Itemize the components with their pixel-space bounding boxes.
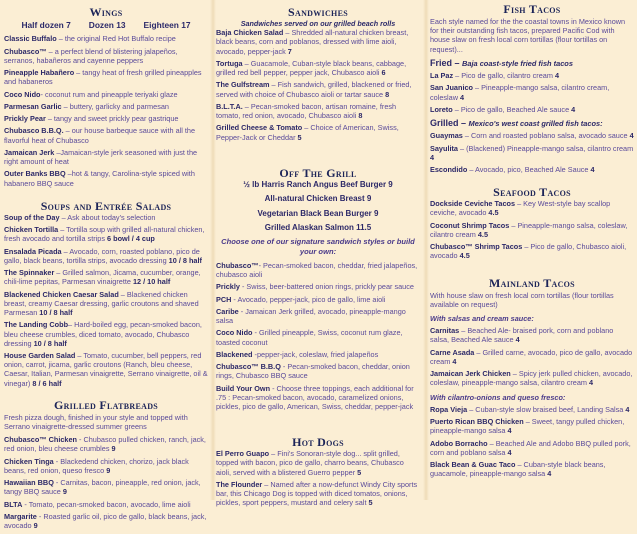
menu-item xyxy=(430,199,634,217)
item-description: - Swiss, beer-battered onion rings, prickly pear sauce xyxy=(239,282,414,292)
item-name: Blackened Chicken Caesar Salad xyxy=(4,289,119,299)
taco-group-heading: Fried – Baja coast-style fried fish tacos xyxy=(430,57,573,68)
item-description: - Chubasco pulled chicken, ranch, jack, red onion, bleu cheese crumbles xyxy=(4,435,206,454)
item-description: - Pecan-smoked bacon, cheddar, onion rings, Chubasco BBQ sauce xyxy=(216,362,410,381)
section-title: Fish Tacos xyxy=(503,2,561,16)
item-name: Parmesan Garlic xyxy=(4,101,62,111)
menu-item xyxy=(4,102,208,111)
menu-item xyxy=(4,225,208,243)
item-name: Dockside Ceviche Tacos xyxy=(430,199,516,209)
menu-item xyxy=(4,351,208,388)
item-description: – Grilled carne, avocado, pico de gallo, avocado cream xyxy=(430,347,633,366)
menu-item xyxy=(430,326,634,344)
section-title: Seafood Tacos xyxy=(493,185,571,200)
menu-fold xyxy=(423,0,429,500)
item-name: Chubasco B.B.Q. xyxy=(4,126,64,136)
item-name: Outer Banks BBQ xyxy=(4,169,66,179)
menu-item xyxy=(430,369,634,387)
menu-item xyxy=(216,59,420,77)
menu-item xyxy=(4,500,208,509)
item-name: Black Bean & Guac Taco xyxy=(430,460,516,470)
menu-item xyxy=(216,480,420,508)
item-description: – Tortilla soup with grilled all-natural chicken, fresh avocado and tortilla strips xyxy=(4,225,205,244)
item-price: 5 xyxy=(368,498,373,508)
item-name: Sayulita xyxy=(430,143,458,153)
item-name: Chubasco™ Chicken xyxy=(4,435,77,445)
item-description: –Jamaican-style jerk seasoned with just the right amount of heat xyxy=(4,147,198,167)
item-name: Loreto xyxy=(430,104,453,114)
item-description: – Avocado, pico, Beached Ale Sauce xyxy=(467,165,591,175)
item-description: - Roasted garlic oil, pico de gallo, black beans, jack, avocado xyxy=(4,512,207,531)
item-description: - Jamaican Jerk grilled, avocado, pineapple-mango salsa xyxy=(216,306,406,326)
item-name: Puerto Rican BBQ Chicken xyxy=(430,417,524,427)
group-name: Grilled xyxy=(430,118,459,129)
item-name: Hawaiian BBQ xyxy=(4,478,54,488)
item-name: The Spinnaker xyxy=(4,268,55,278)
item-name: Margarite xyxy=(4,512,37,522)
item-name: Soup of the Day xyxy=(4,212,60,222)
item-description: - Pecan-smoked bacon, cheddar, fried jalapeños, chubasco aioli xyxy=(216,260,418,279)
item-price: 9 xyxy=(33,521,38,531)
item-name: Jamaican Jerk xyxy=(4,147,55,157)
price-option: Eighteen 17 xyxy=(143,20,191,30)
item-name: Blackened xyxy=(216,349,253,359)
menu-item xyxy=(4,435,208,453)
taco-group-heading: Grilled – Mexico's west coast grilled fish tacos: xyxy=(430,118,603,129)
item-description: – Spicy jerk pulled chicken, avocado, coleslaw, pineapple-mango salsa, cilantro cream xyxy=(430,369,633,388)
item-description: – Cuban-style slow braised beef, Landing Salsa xyxy=(467,404,626,414)
item-description: – Pico de gallo, Beached Ale sauce xyxy=(452,104,572,114)
item-price: 4 xyxy=(554,71,559,81)
item-name: Chubasco™ xyxy=(216,260,259,270)
menu-item xyxy=(4,290,208,318)
menu-item xyxy=(216,350,420,359)
item-price: 10 / 8 half xyxy=(39,308,73,317)
section-intro: Fresh pizza dough, finished in your style and topped with Serrano vinaigrette-dressed summer greens xyxy=(4,412,188,432)
item-price: 4.5 xyxy=(459,251,470,261)
item-description: – Pecan-smoked bacon, artisan romaine, fresh tomato, red onion, avocado, Chubasco aioli xyxy=(216,101,397,121)
item-price: 12 / 10 half xyxy=(132,277,171,287)
section-fish-tacos xyxy=(430,3,634,174)
item-description: – buttery, garlicky and parmesan xyxy=(61,101,169,111)
item-name: Prickly xyxy=(216,282,240,292)
item-price: 4 xyxy=(547,469,552,479)
section-title: Hot Dogs xyxy=(292,435,344,450)
menu-item xyxy=(4,34,208,43)
item-description: – a perfect blend of blistering jalapeños, serranos, habañeros and cayenne peppers xyxy=(4,46,178,65)
section-off-the-grill xyxy=(216,167,420,411)
item-description: – Pico de gallo, cilantro cream xyxy=(453,71,555,81)
item-description: - coconut rum and pineapple teriyaki glaze xyxy=(40,89,178,99)
item-name: PCH xyxy=(216,294,232,304)
menu-item xyxy=(216,384,420,412)
item-name: Prickly Pear xyxy=(4,114,46,124)
grill-option: ½ lb Harris Ranch Angus Beef Burger 9 xyxy=(243,179,393,189)
item-price: 4 xyxy=(430,152,435,162)
item-name: Ropa Vieja xyxy=(430,404,468,414)
section-mainland-tacos xyxy=(430,277,634,479)
item-description: - Avocado, pepper-jack, pico de gallo, lime aioli xyxy=(231,294,386,304)
menu-item xyxy=(216,102,420,120)
section-soups-and-entr-e-salads xyxy=(4,200,208,388)
section-subtitle: Sandwiches served on our grilled beach rolls xyxy=(240,19,396,28)
item-name: El Perro Guapo xyxy=(216,449,270,459)
item-price: 4 xyxy=(507,426,512,436)
menu-item xyxy=(430,348,634,366)
section-hot-dogs xyxy=(216,436,420,507)
grill-option: Vegetarian Black Bean Burger 9 xyxy=(257,208,379,218)
item-description: – Pineapple-mango salsa, cilantro cream, coleslaw xyxy=(430,83,610,102)
grill-option: Grilled Alaskan Salmon 11.5 xyxy=(264,222,372,232)
item-name: Baja Chicken Salad xyxy=(216,28,284,38)
item-description: – Cuban-style black beans, guacamole, pineapple-mango salsa xyxy=(430,460,606,479)
item-description: – Pico de gallo, Chubasco aioli, avocado xyxy=(430,242,627,261)
menu-column xyxy=(430,0,634,482)
item-description: – Fish sandwich, grilled, blackened or fried, served with choice of Chubasco aioli or tartar sauce xyxy=(216,80,412,99)
item-description: – Blackened chicken breast, creamy Caesar dressing, garlic croutons and shaved Parmesan xyxy=(4,289,199,317)
menu-item xyxy=(430,417,634,435)
menu-item xyxy=(430,460,634,478)
item-price: 8 xyxy=(385,89,390,99)
item-name: Chubasco™ B.B.Q xyxy=(216,362,281,372)
item-price: 4 xyxy=(629,131,634,141)
item-price: 4 xyxy=(625,404,630,414)
item-price: 4 xyxy=(515,335,520,345)
item-price: 5 xyxy=(297,132,302,142)
menu-item xyxy=(4,148,208,166)
menu-item xyxy=(430,405,634,414)
menu-item xyxy=(430,221,634,239)
item-description: – Ask about today's selection xyxy=(59,212,156,222)
section-grilled-flatbreads xyxy=(4,399,208,531)
item-name: Ensalada Picada xyxy=(4,246,62,256)
item-description: – Shredded all-natural chicken breast, black beans, corn and poblanos, dressed with lime aioli, avocado, pepper-jack xyxy=(216,28,409,56)
section-title: Off The Grill xyxy=(279,165,357,180)
item-name: Chubasco™ Shrimp Tacos xyxy=(430,242,523,252)
section-title: Grilled Flatbreads xyxy=(53,397,159,412)
menu-item xyxy=(216,261,420,279)
item-price: 4.5 xyxy=(477,229,489,239)
item-name: Escondido xyxy=(430,165,468,175)
item-description: – Choice of American, Swiss, Pepper-Jack or Cheddar xyxy=(216,123,399,142)
menu-item xyxy=(430,83,634,101)
item-price: 6 bowl / 4 cup xyxy=(107,234,155,244)
item-name: Chicken Tortilla xyxy=(4,225,59,235)
menu-item xyxy=(4,247,208,265)
item-name: San Juanico xyxy=(430,83,473,93)
item-price: 4 xyxy=(589,378,594,388)
item-name: Classic Buffalo xyxy=(4,34,57,44)
price-option: Half dozen 7 xyxy=(21,20,71,30)
item-name: Grilled Cheese & Tomato xyxy=(216,123,303,133)
item-name: The Flounder xyxy=(216,479,263,489)
item-name: Build Your Own xyxy=(216,383,271,393)
item-name: Chubasco™ xyxy=(4,46,47,56)
item-description: – Named after a now-defunct Windy City sports bar, this Chicago Dog is topped with diced tomatos, onions, pickles, sport peppers, mustard and celery salt xyxy=(216,479,418,508)
item-price: 6 xyxy=(381,68,386,78)
item-description: -pepper-jack, coleslaw, fried jalapeños xyxy=(252,349,379,359)
menu-item xyxy=(216,307,420,325)
choose-style-note: Choose one of our signature sandwich styles or build your own: xyxy=(221,237,415,256)
section-title: Wings xyxy=(89,5,123,19)
item-description: – Beached Ale and Adobo BBQ pulled pork, corn and poblano salsa xyxy=(430,438,631,457)
item-price: 10 / 8 half xyxy=(33,338,67,348)
item-name: Coco Nido xyxy=(216,328,253,338)
item-price: 4 xyxy=(571,104,576,114)
section-intro: Each style named for the the coastal towns in Mexico known for their outstanding fish tacos, prepared Pacific Cod with house slaw on fresh local corn tortillas (flour tortillas on request)... xyxy=(430,17,626,54)
price-option: Dozen 13 xyxy=(88,20,126,30)
menu-item xyxy=(4,126,208,144)
item-name: Jamaican Jerk Chicken xyxy=(430,369,511,379)
menu-item xyxy=(430,131,634,140)
item-description: - Carnitas, bacon, pineapple, red onion, jack, tangy BBQ sauce xyxy=(4,478,201,497)
item-description: – Sweet, tangy pulled chicken, pineapple-mango salsa xyxy=(430,417,625,436)
menu-item xyxy=(216,28,420,56)
item-description: – (Blackened) Pineapple-mango salsa, cilantro cream xyxy=(457,143,634,153)
menu-item xyxy=(4,268,208,286)
subgroup-heading: With salsas and cream sauce: xyxy=(430,314,534,324)
item-name: The Landing Cobb xyxy=(4,320,69,330)
item-name: Carne Asada xyxy=(430,347,475,357)
group-note: Mexico's west coast grilled fish tacos: xyxy=(468,119,603,129)
group-name: Fried xyxy=(430,57,453,68)
item-price: 4 xyxy=(452,356,457,366)
item-price: 9 xyxy=(62,487,67,497)
item-description: – Guacamole, Cuban-style black beans, cabbage, grilled red bell pepper, pepper jack, Chubasco aioli xyxy=(216,58,407,78)
group-note: Baja coast-style fried fish tacos xyxy=(462,58,573,68)
section-wings xyxy=(4,6,208,188)
item-price: 7 xyxy=(287,46,292,56)
menu-item xyxy=(430,165,634,174)
menu-item xyxy=(430,144,634,162)
item-price: 9 xyxy=(111,444,116,454)
item-name: BLTA xyxy=(4,499,23,509)
menu-item xyxy=(4,47,208,65)
item-price: 8 xyxy=(358,111,363,121)
item-name: Coco Nido xyxy=(4,89,41,99)
item-name: Caribe xyxy=(216,306,239,316)
item-name: Guaymas xyxy=(430,131,463,141)
item-price: 8 / 6 half xyxy=(32,378,62,388)
menu-item xyxy=(4,213,208,222)
menu-item xyxy=(4,512,208,530)
item-name: The Gulfstream xyxy=(216,80,270,90)
item-description: – Avocado, corn, roasted poblano, pico de gallo, black beans, tortilla strips, avocado dressing xyxy=(4,246,200,265)
menu-item xyxy=(4,68,208,86)
menu-item xyxy=(216,362,420,380)
item-name: Carnitas xyxy=(430,326,460,336)
item-description: – Fini's Sonoran-style dog... split grilled, topped with bacon, pico de gallo, charro beans, Chubasco aioli, served with a blistered Guerro pepper xyxy=(216,449,404,477)
section-title: Sandwiches xyxy=(288,5,348,19)
item-description: – Corn and roasted poblano salsa, avocado sauce xyxy=(462,131,630,141)
item-price: 9 xyxy=(106,465,111,475)
item-price: 5 xyxy=(357,467,362,477)
item-name: Tortuga xyxy=(216,58,243,68)
subgroup-heading: With cilantro-onions and queso fresco: xyxy=(430,392,566,402)
item-description: – Pineapple-mango salsa, coleslaw, cilantro cream xyxy=(430,220,628,239)
section-sandwiches xyxy=(216,6,420,142)
menu-item xyxy=(216,449,420,477)
menu-item xyxy=(4,169,208,187)
menu-item xyxy=(216,282,420,291)
item-description: – Beached Ale- braised pork, corn and poblano salsa, Beached Ale sauce xyxy=(430,326,614,345)
item-description: – Grilled salmon, Jicama, cucumber, orange, chili-lime pepitas, Parmesan vinaigrette xyxy=(4,268,201,287)
menu-item xyxy=(216,295,420,304)
item-name: House Garden Salad xyxy=(4,351,76,360)
wing-prices xyxy=(4,21,208,30)
menu-item xyxy=(4,478,208,496)
item-price: 4 xyxy=(507,447,512,457)
item-name: La Paz xyxy=(430,71,454,81)
item-price: 4.5 xyxy=(488,208,499,218)
menu-column xyxy=(4,0,208,534)
menu-item xyxy=(430,439,634,457)
menu-item xyxy=(216,123,420,141)
item-name: Adobo Borracho xyxy=(430,438,488,448)
item-description: – Hard-boiled egg, pecan-smoked bacon, bleu cheese crumbles, diced tomato, avocado, Chubasco dressing xyxy=(4,320,202,348)
menu-item xyxy=(216,80,420,98)
item-name: B.L.T.A. xyxy=(216,101,243,111)
item-description: - Blackedend chicken, chorizo, jack black beans, red onion, queso fresco xyxy=(4,456,189,475)
item-description: - Choose three toppings, each additional for .75 : Pecan-smoked bacon, avocado, caramelized onions, pickles, pico de gallo, American, Swiss, cheddar, pepper-jack xyxy=(216,383,414,412)
item-price: 4 xyxy=(590,165,595,175)
menu-item xyxy=(4,90,208,99)
item-description: – our house barbeque sauce with all the flavorful heat of Chubasco xyxy=(4,126,196,145)
item-description: – tangy heat of fresh grilled pineapples and habaneros xyxy=(4,68,202,87)
item-description: – Tomato, cucumber, bell peppers, red onion, carrot, jicama, garlic croutons (Ranch, bleu cheese, Caesar, Italian, Parmesan vinaigrette, Serrano vinaigrette, oil & vinegar) xyxy=(4,351,208,388)
item-description: –hot & tangy, Carolina-style spiced with habanero BBQ sauce xyxy=(4,169,195,188)
menu-column xyxy=(216,0,420,511)
item-description: - Grilled pineapple, Swiss, coconut rum glaze, toasted coconut xyxy=(216,328,403,347)
menu-item xyxy=(430,71,634,80)
section-title: Mainland Tacos xyxy=(489,275,575,290)
item-description: – the original Red Hot Buffalo recipe xyxy=(56,34,176,44)
item-price: 10 / 8 half xyxy=(168,255,202,265)
menu-item xyxy=(4,457,208,475)
item-description: – Key West-style bay scallop ceviche, avocado xyxy=(430,199,611,218)
item-description: – tangy and sweet prickly pear gastrique xyxy=(45,114,179,124)
item-price: 4 xyxy=(460,92,465,102)
menu-item xyxy=(4,114,208,123)
menu-item xyxy=(430,105,634,114)
grill-option: All-natural Chicken Breast 9 xyxy=(264,194,372,204)
item-name: Chicken Tinga xyxy=(4,456,54,466)
menu-item xyxy=(216,328,420,346)
section-intro: With house slaw on fresh local corn tortillas (flour tortillas available on request) xyxy=(430,290,614,309)
section-title: Soups and Entrée Salads xyxy=(40,198,172,213)
menu-item xyxy=(430,242,634,260)
item-name: Coconut Shrimp Tacos xyxy=(430,220,510,230)
section-seafood-tacos xyxy=(430,186,634,260)
menu-item xyxy=(4,320,208,348)
item-name: Pineapple Habañero xyxy=(4,68,75,77)
item-description: - Tomato, pecan-smoked bacon, avocado, lime aioli xyxy=(22,499,191,509)
